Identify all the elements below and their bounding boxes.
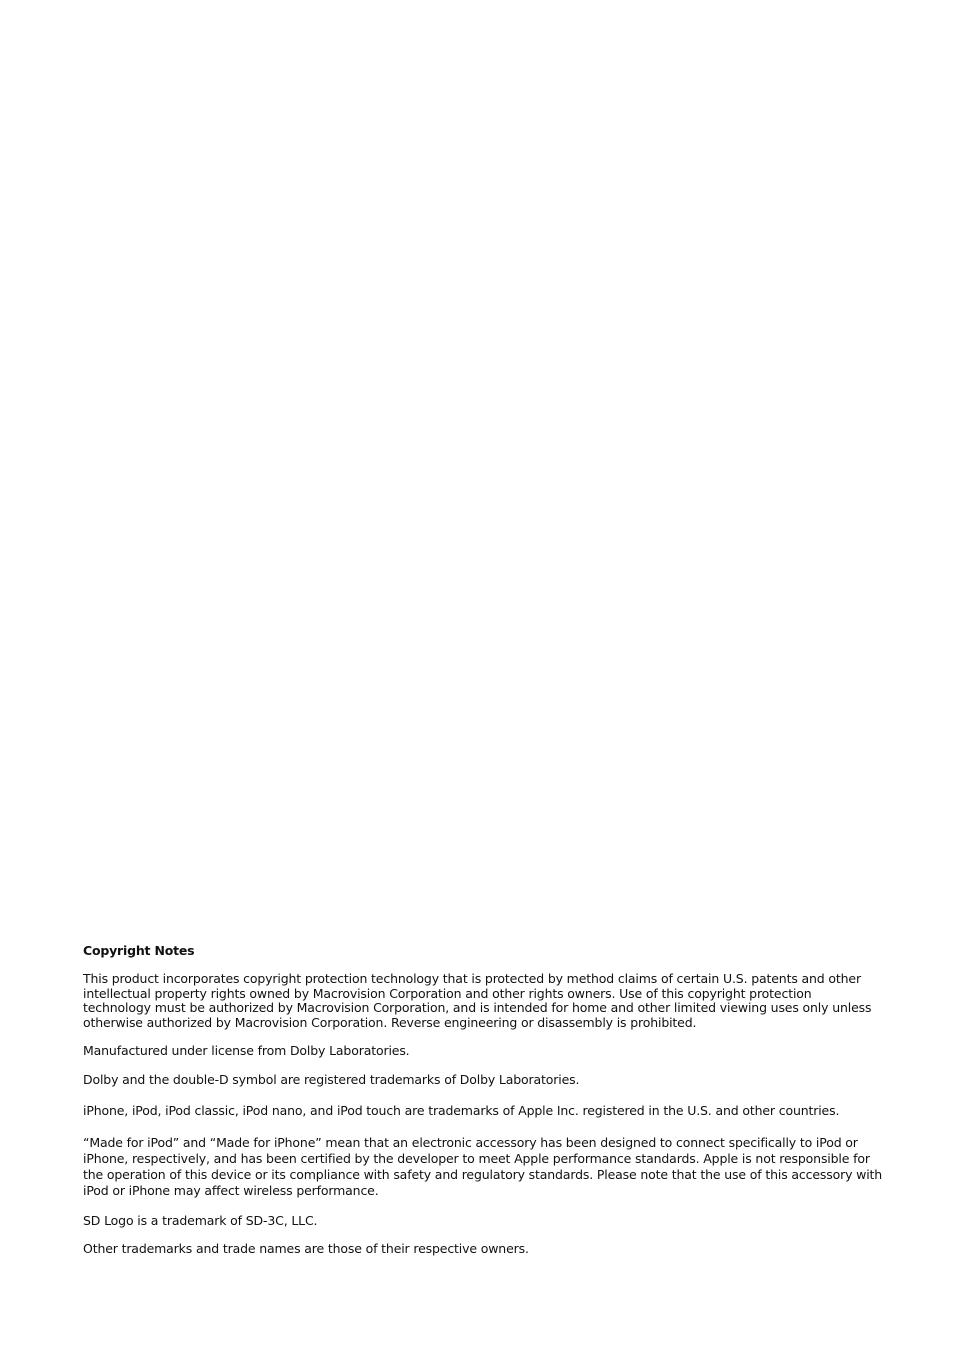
macrovision-notice: This product incorporates copyright protection technology that is protected by method claims of certain U.S. patents and other intellectual property rights owned by Macrovision Corporation and other rights owners. Use of this copyright protection technology must be authorized by Macrovision Corporation, and is intended for home and other limited viewing uses only unless otherwise authorized by Macrovision Corporation. Reverse engineering or disassembly is prohibited. [83, 971, 872, 1030]
sd-logo-notice: SD Logo is a trademark of SD-3C, LLC. [83, 1212, 318, 1228]
made-for-ipod-notice: “Made for iPod” and “Made for iPhone” mean that an electronic accessory has been designed to connect specifically to iPod or iPhone, respectively, and has been certified by the developer to meet Apple performance standards. Apple is not responsible for the operation of this device or its compliance with safety and regulatory standards. Please note that the use of this accessory with iPod or iPhone may affect wireless performance. [83, 1134, 883, 1198]
dolby-trademark-notice: Dolby and the double-D symbol are registered trademarks of Dolby Laboratories. [83, 1071, 580, 1087]
section-title: Copyright Notes [83, 943, 195, 958]
other-trademarks-notice: Other trademarks and trade names are those of their respective owners. [83, 1241, 529, 1257]
apple-trademark-notice: iPhone, iPod, iPod classic, iPod nano, and iPod touch are trademarks of Apple Inc. registered in the U.S. and other countries. [83, 1102, 840, 1118]
dolby-license-notice: Manufactured under license from Dolby Laboratories. [83, 1043, 410, 1059]
copyright-notes-section [83, 943, 883, 1257]
